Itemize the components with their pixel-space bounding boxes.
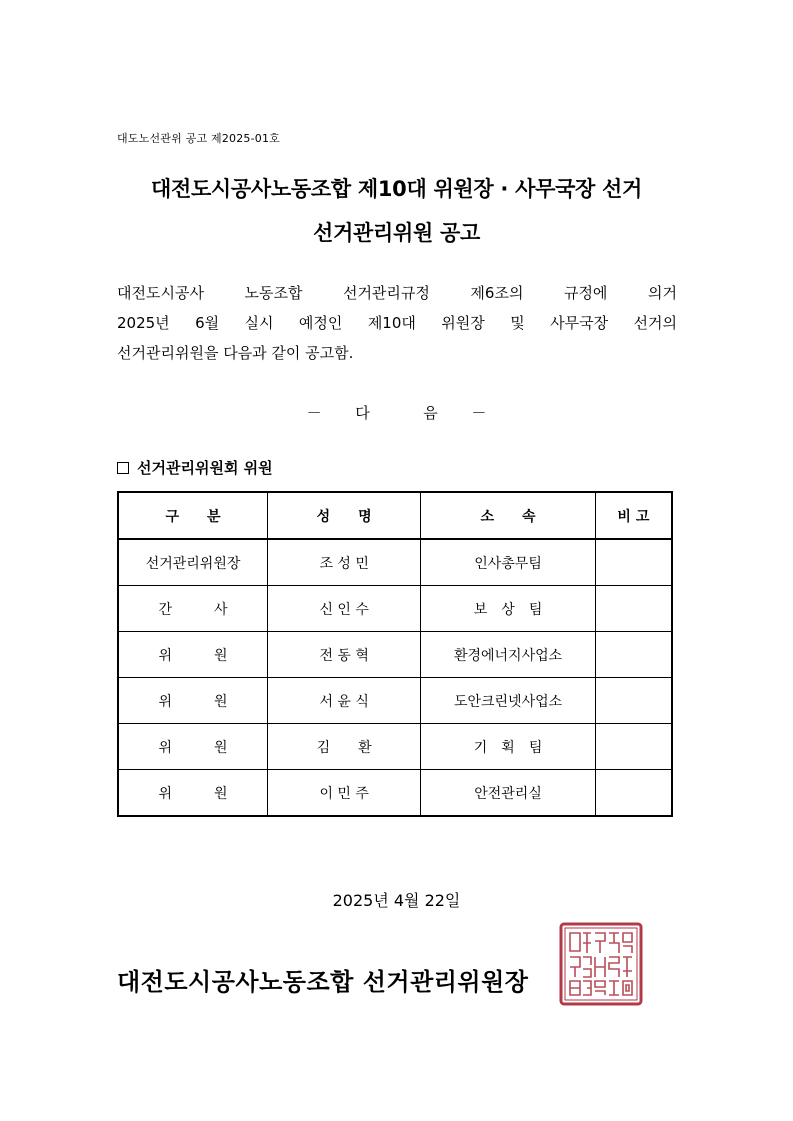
body-word: 의거	[647, 284, 677, 302]
cell-name: 전 동 혁	[268, 632, 421, 678]
cell-category: 위 원	[118, 632, 268, 678]
committee-table	[117, 491, 673, 817]
cell-department: 기 획 팀	[421, 724, 595, 770]
body-word: 예정인	[298, 314, 343, 332]
cell-note	[595, 632, 672, 678]
body-word: 사무국장	[550, 314, 609, 332]
cell-department: 안전관리실	[421, 770, 595, 817]
cell-category: 위 원	[118, 770, 268, 817]
cell-name: 서 윤 식	[268, 678, 421, 724]
body-word: 대전도시공사	[117, 284, 204, 302]
cell-category: 위 원	[118, 724, 268, 770]
cell-category: 선거관리위원장	[118, 539, 268, 586]
body-word: 제10대	[367, 314, 416, 332]
body-line-3: 선거관리위원을 다음과 같이 공고함.	[117, 344, 354, 362]
document-title-line-1: 대전도시공사노동조합 제10대 위원장 · 사무국장 선거	[150, 177, 643, 201]
cell-note	[595, 770, 672, 817]
section-heading	[117, 457, 273, 478]
cell-note	[595, 678, 672, 724]
body-line-1	[117, 278, 677, 308]
section-heading-label: 선거관리위원회 위원	[137, 459, 273, 477]
official-seal-stamp	[558, 921, 644, 1007]
square-bullet-icon	[117, 462, 129, 474]
cell-name: 이 민 주	[268, 770, 421, 817]
body-word: 선거관리규정	[342, 284, 430, 302]
table-row	[118, 724, 672, 770]
table-header-row	[118, 492, 672, 539]
announcement-body	[117, 278, 677, 368]
body-line-2	[117, 308, 677, 338]
dash-right: －	[471, 404, 487, 422]
table-row	[118, 770, 672, 817]
body-word: 2025년	[117, 314, 170, 332]
table-row	[118, 539, 672, 586]
cell-department: 도안크린넷사업소	[421, 678, 595, 724]
daeum-char-1: 다	[355, 404, 370, 422]
daeum-heading	[0, 402, 793, 423]
document-number: 대도노선관위 공고 제2025-01호	[117, 132, 281, 145]
announcement-date: 2025년 4월 22일	[332, 891, 461, 910]
cell-department: 환경에너지사업소	[421, 632, 595, 678]
header-category: 구 분	[118, 492, 268, 539]
body-word: 규정에	[563, 284, 608, 302]
body-word: 노동조합	[244, 284, 303, 302]
body-word: 선거의	[633, 314, 677, 332]
header-department: 소 속	[421, 492, 595, 539]
document-title-line-2: 선거관리위원 공고	[313, 221, 480, 245]
cell-name: 김 환	[268, 724, 421, 770]
cell-department: 보 상 팀	[421, 586, 595, 632]
cell-note	[595, 539, 672, 586]
body-word: 및	[510, 314, 525, 332]
header-note: 비 고	[595, 492, 672, 539]
table-row	[118, 632, 672, 678]
cell-name: 조 성 민	[268, 539, 421, 586]
cell-note	[595, 724, 672, 770]
cell-category: 위 원	[118, 678, 268, 724]
body-word: 실시	[244, 314, 274, 332]
body-word: 6월	[195, 314, 220, 332]
cell-name: 신 인 수	[268, 586, 421, 632]
daeum-char-2: 음	[423, 404, 438, 422]
cell-note	[595, 586, 672, 632]
cell-category: 간 사	[118, 586, 268, 632]
table-row	[118, 678, 672, 724]
body-word: 위원장	[441, 314, 485, 332]
cell-department: 인사총무팀	[421, 539, 595, 586]
header-name: 성 명	[268, 492, 421, 539]
body-word: 제6조의	[470, 284, 524, 302]
signatory-title: 대전도시공사노동조합 선거관리위원장	[117, 968, 529, 996]
dash-left: －	[306, 404, 322, 422]
table-row	[118, 586, 672, 632]
